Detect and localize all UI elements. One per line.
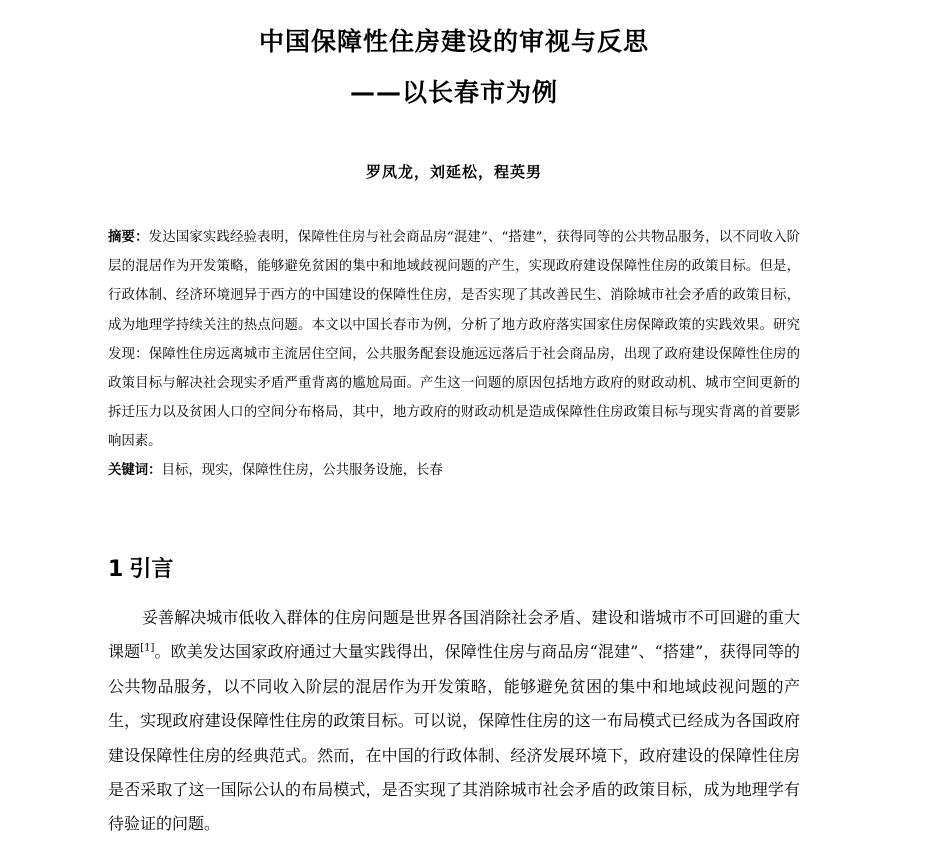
keywords-label: 关键词： (108, 462, 162, 478)
keywords-text: 目标，现实，保障性住房，公共服务设施，长春 (161, 463, 443, 478)
paragraph-text-part2: 。欧美发达国家政府通过大量实践得出，保障性住房与商品房“混建”、“搭建”，获得同等的公共物品服务，以不同收入阶层的混居作为开发策略，能够避免贫困的集中和地域歧视问题的产生，实现政府建设保障性住房的政策目标。可以说，保障性住房的这一布局模式已经成为各国政府建设保障性住房的经典范式。然而，在中国的行政体制、经济发展环境下，政府建设的保障性住房是否采取了这一国际公认的布局模式，是否实现了其消除城市社会矛盾的政策目标，成为地理学有待验证的问题。 (108, 642, 800, 834)
paper-title: 中国保障性住房建设的审视与反思 (258, 27, 649, 56)
abstract-label: 摘要： (108, 229, 149, 245)
abstract-text: 发达国家实践经验表明，保障性住房与社会商品房“混建”、“搭建”，获得同等的公共物品服务，以不同收入阶层的混居作为开发策略，能够避免贫困的集中和地域歧视问题的产生，实现政府建设保障性住房的政策目标。但是，行政体制、经济环境迥异于西方的中国建设的保障性住房，是否实现了其改善民生、消除城市社会矛盾的政策目标，成为地理学持续关注的热点问题。本文以中国长春市为例，分析了地方政府落实国家住房保障政策的实践效果。研究发现：保障性住房远离城市主流居住空间，公共服务配套设施远远落后于社会商品房，出现了政府建设保障性住房的政策目标与解决社会现实矛盾严重背离的尴尬局面。产生这一问题的原因包括地方政府的财政动机、城市空间更新的拆迁压力以及贫困人口的空间分布格局，其中，地方政府的财政动机是造成保障性住房政策目标与现实背离的首要影响因素。 (108, 230, 801, 450)
paper-authors: 罗凤龙，刘延松，程英男 (365, 163, 542, 181)
abstract (108, 223, 800, 457)
section-title: 引言 (129, 557, 174, 582)
citation-ref[interactable]: [1] (140, 643, 155, 655)
section-number: 1 (108, 557, 124, 582)
paper-subtitle: ——以长春市为例 (349, 78, 558, 107)
section-heading (108, 552, 173, 588)
paragraph-text-part1: 妥善解决城市低收入群体的住房问题是世界各国消除社会矛盾、建设和谐城市不可回避的重大课题 (108, 608, 800, 662)
body-paragraph (108, 601, 800, 842)
keywords (108, 456, 800, 485)
